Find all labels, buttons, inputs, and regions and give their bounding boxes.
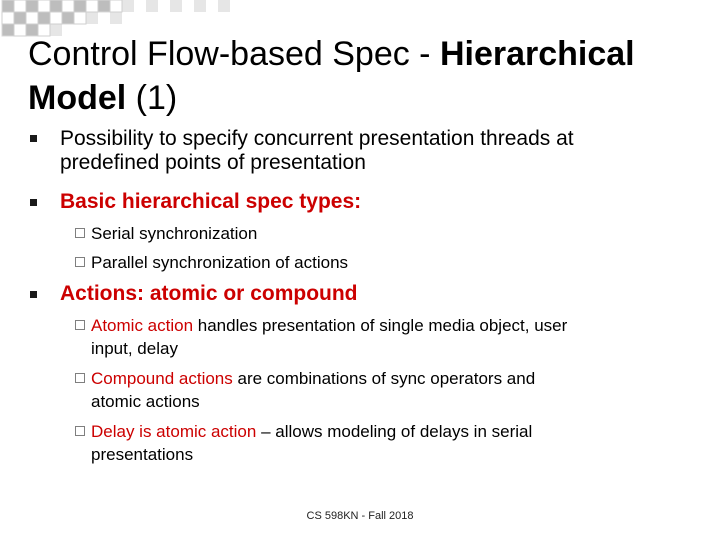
square-bullet-icon [30, 135, 37, 142]
hollow-square-bullet-icon [75, 228, 85, 238]
sub-bullet-text [91, 420, 532, 466]
hollow-square-bullet-icon [75, 257, 85, 267]
title-text-1: Control Flow-based Spec - [28, 35, 440, 73]
square-bullet-icon [30, 199, 37, 206]
hollow-square-bullet-icon [75, 320, 85, 330]
sub-bullet-text: Serial synchronization [91, 224, 258, 243]
sub-bullet-rest: presentations [91, 445, 194, 464]
highlight-term: Atomic action [91, 316, 194, 335]
sub-bullet-rest: handles presentation of single media object, user [193, 316, 568, 335]
sub-bullet-rest: – allows modeling of delays in serial [256, 422, 533, 441]
bullet-text: Basic hierarchical spec types: [60, 190, 362, 213]
sub-bullet-text [91, 367, 535, 413]
bullet-text [60, 127, 574, 175]
square-bullet-icon [30, 291, 37, 298]
bullet-text-line: Possibility to specify concurrent presentation threads at [60, 127, 574, 150]
sub-bullet-rest: atomic actions [91, 392, 200, 411]
bullet-text: Actions: atomic or compound [60, 282, 358, 305]
hollow-square-bullet-icon [75, 426, 85, 436]
title-text-2: (1) [126, 79, 178, 117]
title-bold-2: Model [28, 79, 127, 117]
sub-bullet-rest: are combinations of sync operators and [232, 369, 536, 388]
slide-footer: CS 598KN - Fall 2018 [306, 510, 414, 522]
bullet-text-line: predefined points of presentation [60, 151, 366, 174]
highlight-term: Compound actions [91, 369, 233, 388]
sub-bullet-rest: input, delay [91, 339, 178, 358]
sub-bullet-text [91, 314, 567, 360]
highlight-term: Delay is atomic action [91, 422, 257, 441]
hollow-square-bullet-icon [75, 373, 85, 383]
title-bold-1: Hierarchical [439, 35, 635, 73]
sub-bullet-text: Parallel synchronization of actions [91, 253, 349, 272]
